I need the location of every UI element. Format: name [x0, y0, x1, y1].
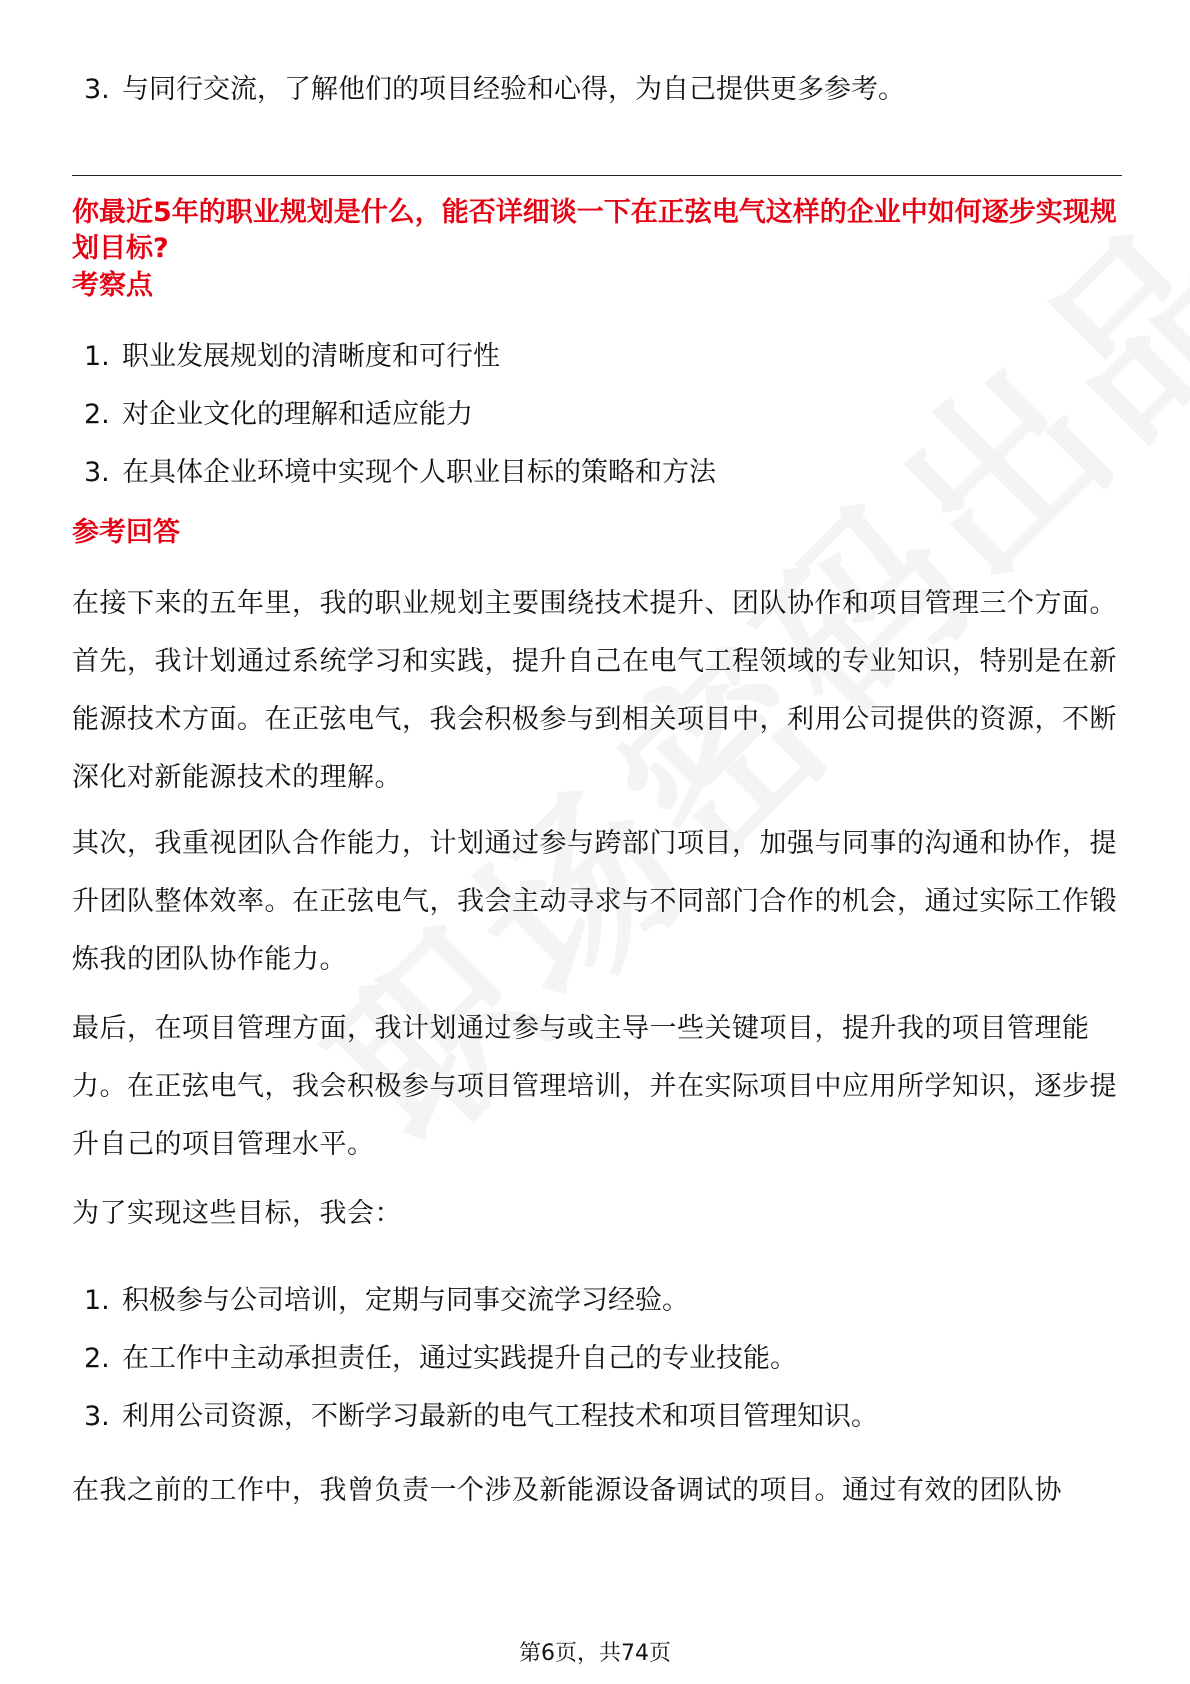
list-item — [84, 444, 716, 502]
list-item — [84, 386, 716, 444]
list-item — [84, 70, 905, 110]
points-list — [84, 328, 716, 502]
list-number: 3. — [84, 1401, 110, 1432]
list-item — [84, 1388, 878, 1446]
list-number: 3. — [84, 457, 110, 488]
list-text: 积极参与公司培训，定期与同事交流学习经验。 — [122, 1285, 689, 1316]
list-item — [84, 328, 716, 386]
answer-paragraph: 在我之前的工作中，我曾负责一个涉及新能源设备调试的项目。通过有效的团队协 — [72, 1475, 1062, 1506]
list-text: 职业发展规划的清晰度和可行性 — [122, 341, 500, 372]
answer-paragraph: 最后，在项目管理方面，我计划通过参与或主导一些关键项目，提升我的项目管理能力。在正弦电气，我会积极参与项目管理培训，并在实际项目中应用所学知识，逐步提升自己的项目管理水平。 — [72, 1013, 1117, 1160]
answer-paragraph: 其次，我重视团队合作能力，计划通过参与跨部门项目，加强与同事的沟通和协作，提升团队整体效率。在正弦电气，我会主动寻求与不同部门合作的机会，通过实际工作锻炼我的团队协作能力。 — [72, 828, 1117, 975]
question-heading: 你最近5年的职业规划是什么，能否详细谈一下在正弦电气这样的企业中如何逐步实现规划目标? — [72, 197, 1117, 264]
list-text: 在具体企业环境中实现个人职业目标的策略和方法 — [122, 457, 716, 488]
list-item — [84, 1330, 878, 1388]
answer-paragraph: 在接下来的五年里，我的职业规划主要围绕技术提升、团队协作和项目管理三个方面。首先，我计划通过系统学习和实践，提升自己在电气工程领域的专业知识，特别是在新能源技术方面。在正弦电气，我会积极参与到相关项目中，利用公司提供的资源，不断深化对新能源技术的理解。 — [72, 588, 1117, 793]
list-text: 利用公司资源，不断学习最新的电气工程技术和项目管理知识。 — [122, 1401, 878, 1432]
list-text: 对企业文化的理解和适应能力 — [122, 399, 473, 430]
list-number: 3. — [84, 74, 110, 105]
points-label: 考察点 — [72, 270, 153, 301]
list-number: 1. — [84, 341, 110, 372]
list-number: 2. — [84, 399, 110, 430]
list-item — [84, 1272, 878, 1330]
list-text: 与同行交流，了解他们的项目经验和心得，为自己提供更多参考。 — [122, 74, 905, 105]
answer-label: 参考回答 — [72, 517, 180, 548]
list-number: 2. — [84, 1343, 110, 1374]
page-footer: 第6页，共74页 — [519, 1641, 671, 1666]
answer-paragraph: 为了实现这些目标，我会： — [72, 1198, 402, 1229]
section-divider — [72, 175, 1122, 176]
list-number: 1. — [84, 1285, 110, 1316]
goals-list — [84, 1272, 878, 1446]
list-text: 在工作中主动承担责任，通过实践提升自己的专业技能。 — [122, 1343, 797, 1374]
